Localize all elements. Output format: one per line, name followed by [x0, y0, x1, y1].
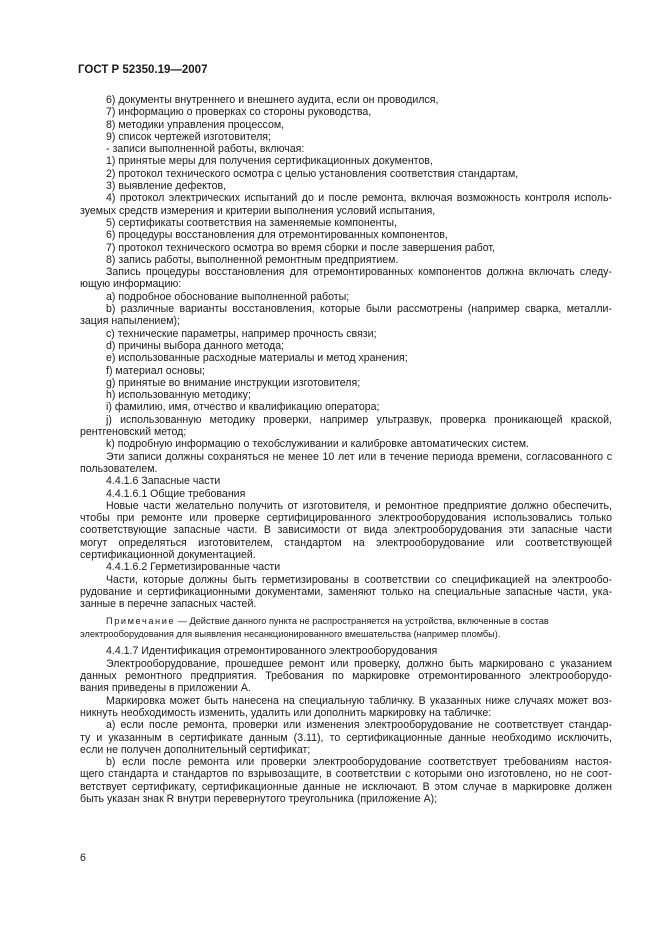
text-block-identification [80, 645, 612, 805]
note-text-2: электрооборудования для выявления несанкционированного вмешательства (например пломбы). [80, 628, 501, 639]
text-line: никнуть необходимость изменить, удалить или дополнить маркировку на табличке: [80, 706, 492, 719]
text-line: 4.4.1.6.2 Герметизированные части [106, 561, 281, 574]
text-line: 7) информацию о проверках со стороны руководства, [106, 106, 372, 119]
text-line: Части, которые должны быть герметизированы в соответствии со спецификацией на электрообо- [106, 573, 612, 586]
text-line: пользователем. [80, 462, 158, 475]
text-line: ту и указанным в сертификате данным (3.11), то сертификационные данные необходимо исключить, [80, 731, 612, 744]
text-line: a) если после ремонта, проверки или изменения электрооборудование не соответствует стандар- [106, 719, 612, 732]
text-line: d) причины выбора данного метода; [106, 339, 285, 352]
text-line: i) фамилию, имя, отчество и квалификацию оператора; [106, 401, 380, 414]
text-line: сертификационной документацией. [80, 548, 256, 561]
text-line: e) использованные расходные материалы и метод хранения; [106, 352, 408, 365]
text-line: Электрооборудование, прошедшее ремонт или проверку, должно быть маркировано с указанием [106, 657, 612, 670]
text-line: 8) методики управления процессом, [106, 118, 285, 131]
document-header: ГОСТ Р 52350.19—2007 [78, 64, 208, 76]
text-line: g) принятые во внимание инструкции изготовителя; [106, 376, 361, 389]
text-line: данных ремонтного предприятия. Требования по маркировке отремонтированного электрооборудо- [80, 670, 612, 683]
text-line: 1) принятые меры для получения сертификационных документов, [106, 155, 433, 168]
text-line: 4.4.1.6 Запасные части [106, 475, 221, 488]
text-line: 4) протокол электрических испытаний до и после ремонта, включая возможность контроля исполь- [106, 192, 612, 205]
note-label: Примечание [106, 616, 176, 627]
text-line: a) подробное обоснование выполненной работы; [106, 290, 350, 303]
text-line: щего стандарта и стандартов по взрывозащите, в соответствии с которыми оно изготовлено, но не соот- [80, 768, 612, 781]
text-line: Запись процедуры восстановления для отремонтированных компонентов должна включать следу- [106, 266, 612, 279]
text-line: если не получен дополнительный сертификат; [80, 743, 311, 756]
text-line: 4.4.1.6.1 Общие требования [106, 487, 246, 500]
text-line: b) различные варианты восстановления, которые были рассмотрены (например сварка, металли- [106, 303, 612, 316]
text-line: чтобы при ремонте или проверке сертифицированного электрооборудования использовались только [80, 512, 612, 525]
text-line: занные в перечне запасных частей. [80, 598, 257, 611]
text-line: зуемых средств измерения и критерии выполнения условий испытания, [80, 204, 436, 217]
text-line: 2) протокол технического осмотра с целью установления соответствия стандартам, [106, 167, 519, 180]
text-line: Эти записи должны сохраняться не менее 10 лет или в течение периода времени, согласованного с [106, 450, 612, 463]
text-line: k) подробную информацию о техобслуживании и калибровке автоматических систем. [106, 438, 529, 451]
text-line: - записи выполненной работы, включая: [106, 143, 305, 156]
document-body [80, 94, 612, 805]
text-line: быть указан знак R внутри перевернутого треугольника (приложение А); [80, 793, 438, 806]
text-line: рентгеновский метод; [80, 426, 187, 439]
text-line: зация напылением); [80, 315, 180, 328]
text-line: c) технические параметры, например прочность связи; [106, 327, 377, 340]
text-line: Новые части желательно получить от изготовителя, и ремонтное предприятие должно обеспечить, [106, 499, 612, 512]
text-line: h) использованную методику; [106, 389, 251, 402]
text-line: f) материал основы; [106, 364, 205, 377]
text-block-main [80, 94, 612, 610]
text-line: соответствующие запасные части. В зависимости от вида электрооборудования эти запасные части [80, 524, 612, 537]
text-line: 8) запись работы, выполненной ремонтным предприятием. [106, 253, 399, 266]
text-line: 7) протокол технического осмотра во время сборки и после завершения работ, [106, 241, 495, 254]
text-line: j) использованную методику проверки, например ультразвук, проверка проникающей краской, [106, 413, 612, 426]
text-line: 3) выявление дефектов, [106, 180, 227, 193]
text-line: 5) сертификаты соответствия на заменяемые компоненты, [106, 216, 397, 229]
text-line: ветствует сертификату, сертификационные данные не исключают. В этом случае в маркировке должен [80, 780, 612, 793]
text-line: ющую информацию: [80, 278, 182, 291]
text-line: 9) список чертежей изготовителя; [106, 130, 271, 143]
text-line: b) если после ремонта или проверки электрооборудование соответствует требованиям настоя- [106, 756, 612, 769]
text-line: Маркировка может быть нанесена на специальную табличку. В указанных ниже случаях может воз- [106, 694, 612, 707]
text-line: могут определяться изготовителем, стандартом на электрооборудование или соответствующей [80, 536, 612, 549]
text-line: 6) документы внутреннего и внешнего аудита, если он проводился, [106, 94, 439, 106]
text-line: 6) процедуры восстановления для отремонтированных компонентов, [106, 229, 448, 242]
note-text-1: — Действие данного пункта не распространяется на устройства, включенные в состав [175, 616, 549, 627]
page-number: 6 [80, 852, 86, 864]
text-line: рудование и сертификационными документами, заменяют только на специальные запасные части, ука- [80, 585, 612, 598]
note [80, 615, 612, 628]
text-line: 4.4.1.7 Идентификация отремонтированного электрооборудования [106, 645, 438, 658]
text-line: вания приведены в приложении А. [80, 682, 251, 695]
